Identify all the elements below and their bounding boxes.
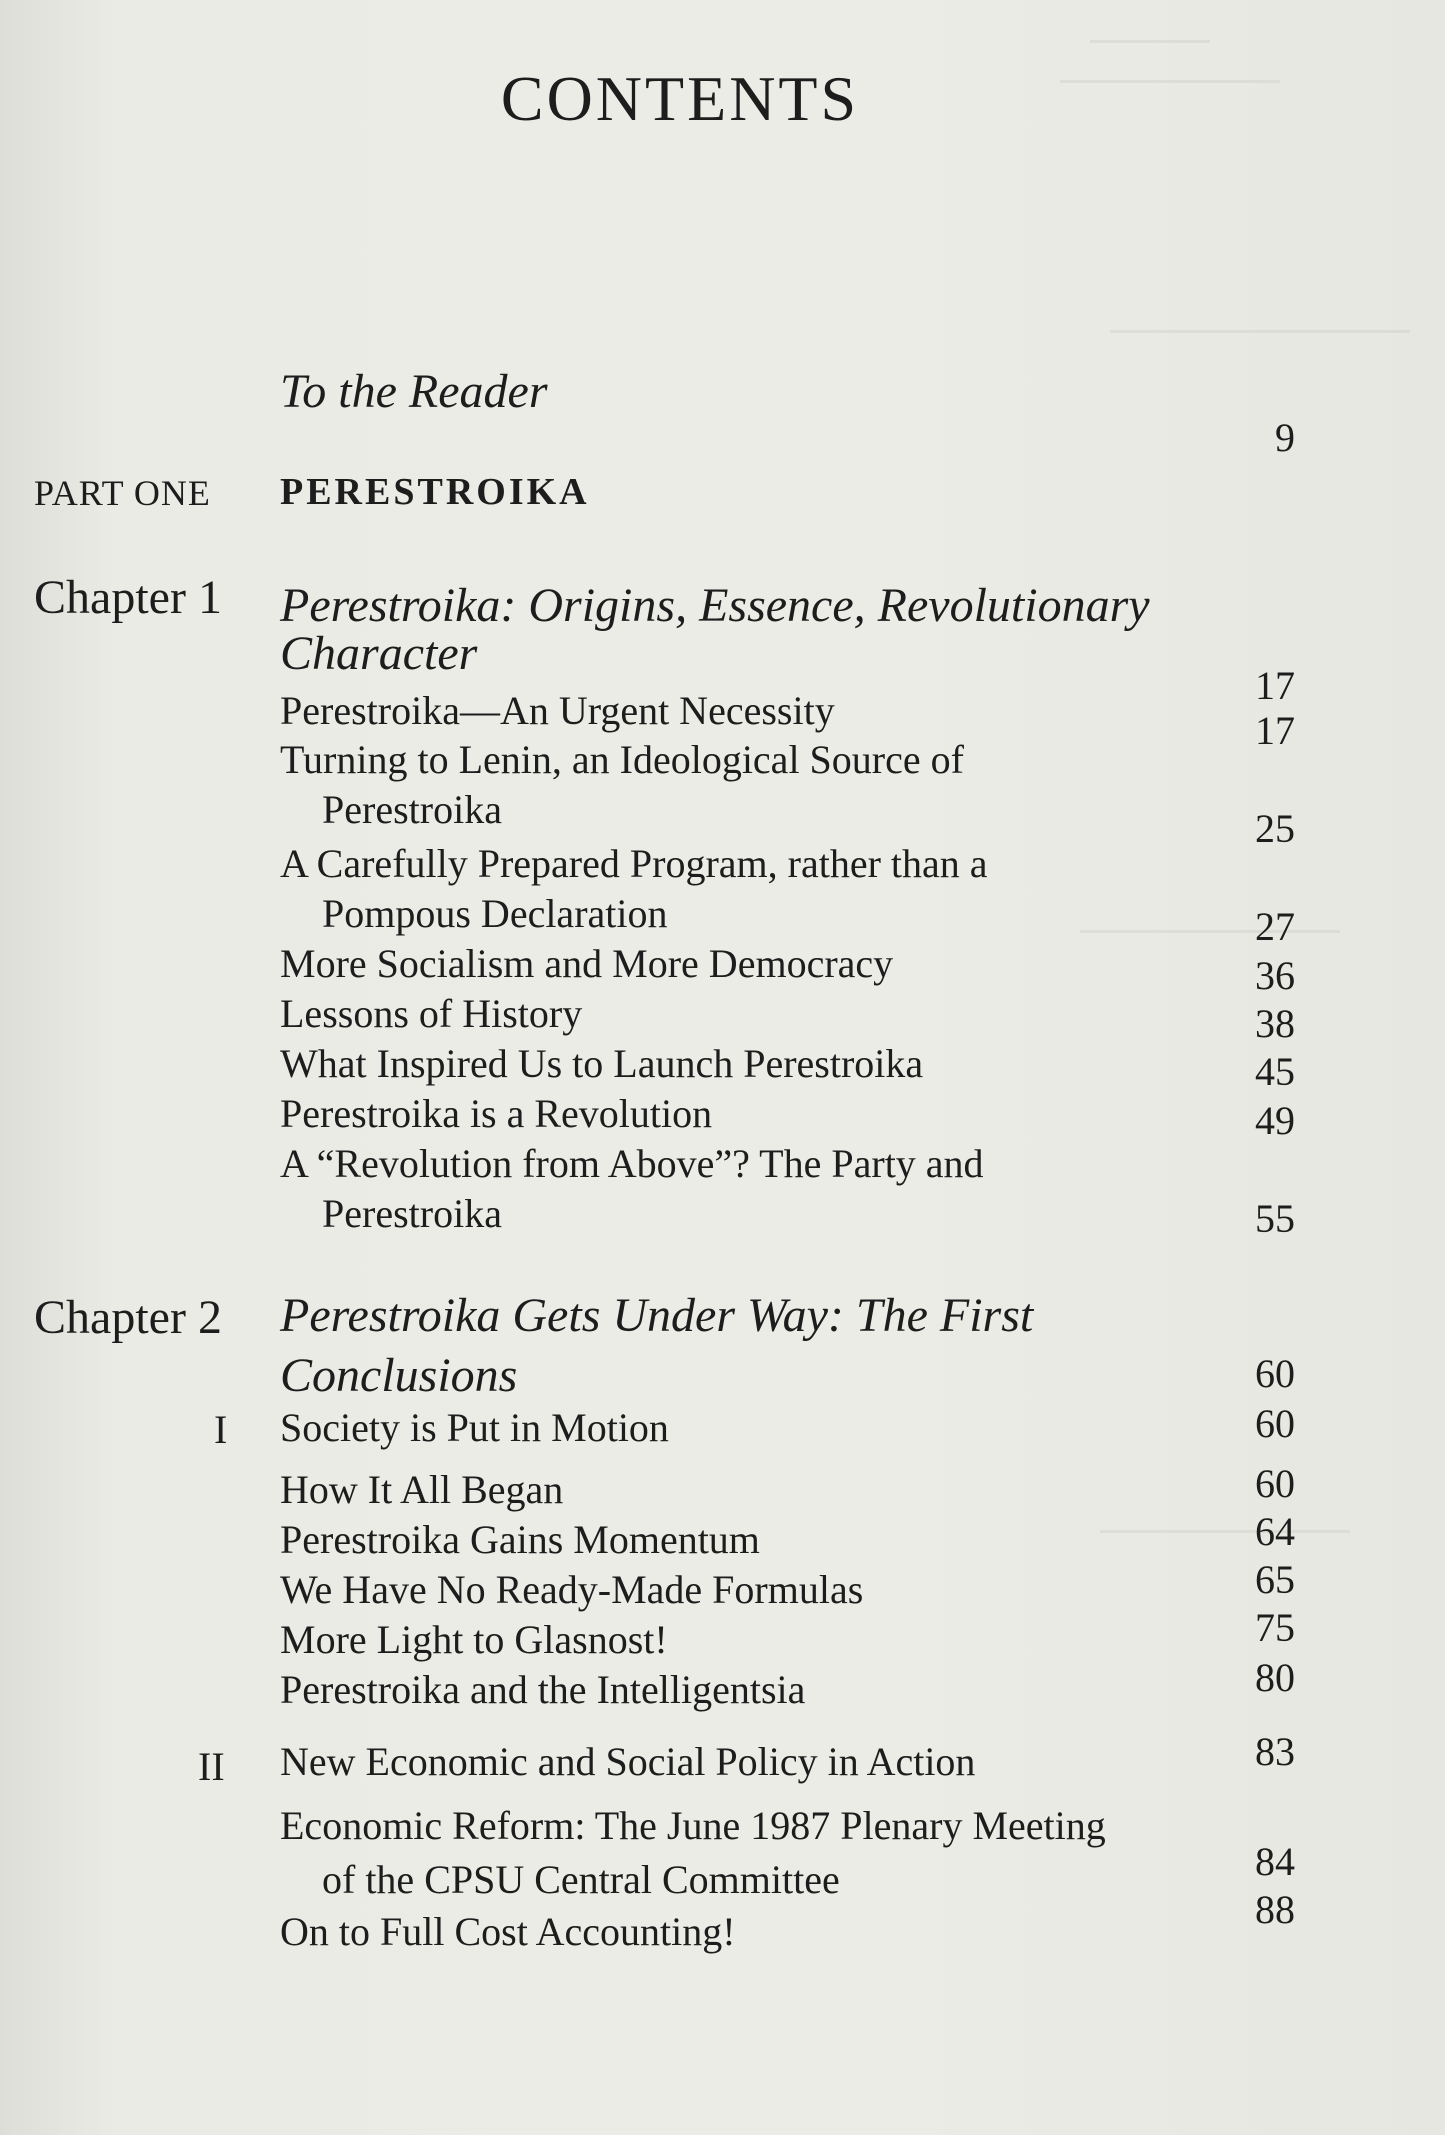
section-title: New Economic and Social Policy in Action	[280, 1739, 976, 1784]
toc-entry: Economic Reform: The June 1987 Plenary Meeting	[280, 1803, 1106, 1848]
section-page: 83	[1255, 1729, 1295, 1774]
toc-entry: On to Full Cost Accounting!	[280, 1909, 736, 1954]
toc-entry-continued: of the CPSU Central Committee	[322, 1857, 840, 1902]
toc-entry-page: 49	[1255, 1098, 1295, 1143]
toc-entry: What Inspired Us to Launch Perestroika	[280, 1041, 924, 1086]
toc-entry: Turning to Lenin, an Ideological Source of	[280, 737, 964, 782]
section-numeral: I	[214, 1407, 228, 1452]
section-title: Society is Put in Motion	[280, 1405, 669, 1450]
toc-entry-page: 45	[1255, 1049, 1295, 1094]
toc-entry-page: 80	[1255, 1655, 1295, 1700]
bleed-through-mark	[1110, 300, 1410, 333]
toc-entry: How It All Began	[280, 1467, 564, 1512]
section-numeral: II	[198, 1744, 225, 1789]
toc-entry-page: 25	[1255, 806, 1295, 851]
chapter-1-title-line1: Perestroika: Origins, Essence, Revolutionary	[280, 579, 1150, 632]
toc-entry: Perestroika—An Urgent Necessity	[280, 688, 835, 733]
toc-entry: Lessons of History	[280, 991, 583, 1036]
toc-entry-page: 65	[1255, 1557, 1295, 1602]
toc-entry-continued: Perestroika	[322, 787, 502, 832]
chapter-2-label: Chapter 2	[34, 1291, 222, 1344]
part-one-title: PERESTROIKA	[280, 471, 590, 513]
chapter-2-title-line1: Perestroika Gets Under Way: The First	[280, 1289, 1034, 1342]
toc-entry-page: 60	[1255, 1461, 1295, 1506]
toc-entry-page: 64	[1255, 1509, 1295, 1554]
toc-entry-page: 17	[1255, 708, 1295, 753]
part-one-label: PART ONE	[34, 473, 211, 513]
toc-entry-page: 88	[1255, 1887, 1295, 1932]
toc-entry: Perestroika is a Revolution	[280, 1091, 713, 1136]
chapter-2-page: 60	[1255, 1351, 1295, 1396]
toc-entry-page: 75	[1255, 1605, 1295, 1650]
bleed-through-mark	[1100, 1500, 1350, 1533]
section-page: 60	[1255, 1401, 1295, 1446]
bleed-through-mark	[1080, 900, 1340, 933]
page-title: CONTENTS	[500, 63, 860, 134]
toc-entry-continued: Pompous Declaration	[322, 891, 668, 936]
bleed-through-mark	[1090, 10, 1210, 43]
to-the-reader-heading: To the Reader	[280, 365, 548, 418]
toc-entry: We Have No Ready-Made Formulas	[280, 1567, 864, 1612]
toc-entry: A “Revolution from Above”? The Party and	[280, 1141, 984, 1186]
toc-entry: Perestroika and the Intelligentsia	[280, 1667, 806, 1712]
toc-entry: A Carefully Prepared Program, rather than a	[280, 841, 988, 886]
toc-entry-page: 55	[1255, 1196, 1295, 1241]
chapter-1-page: 17	[1255, 663, 1295, 708]
toc-entry-page: 84	[1255, 1839, 1295, 1884]
chapter-2-title-line2: Conclusions	[280, 1349, 518, 1402]
toc-entry-continued: Perestroika	[322, 1191, 502, 1236]
toc-entry: More Light to Glasnost!	[280, 1617, 668, 1662]
toc-entry-page: 27	[1255, 904, 1295, 949]
chapter-1-label: Chapter 1	[34, 571, 222, 624]
toc-entry: More Socialism and More Democracy	[280, 941, 894, 986]
toc-entry-page: 36	[1255, 953, 1295, 998]
to-the-reader-page: 9	[1275, 415, 1295, 460]
chapter-1-title-line2: Character	[280, 627, 478, 680]
toc-entry-page: 38	[1255, 1001, 1295, 1046]
toc-entry: Perestroika Gains Momentum	[280, 1517, 760, 1562]
